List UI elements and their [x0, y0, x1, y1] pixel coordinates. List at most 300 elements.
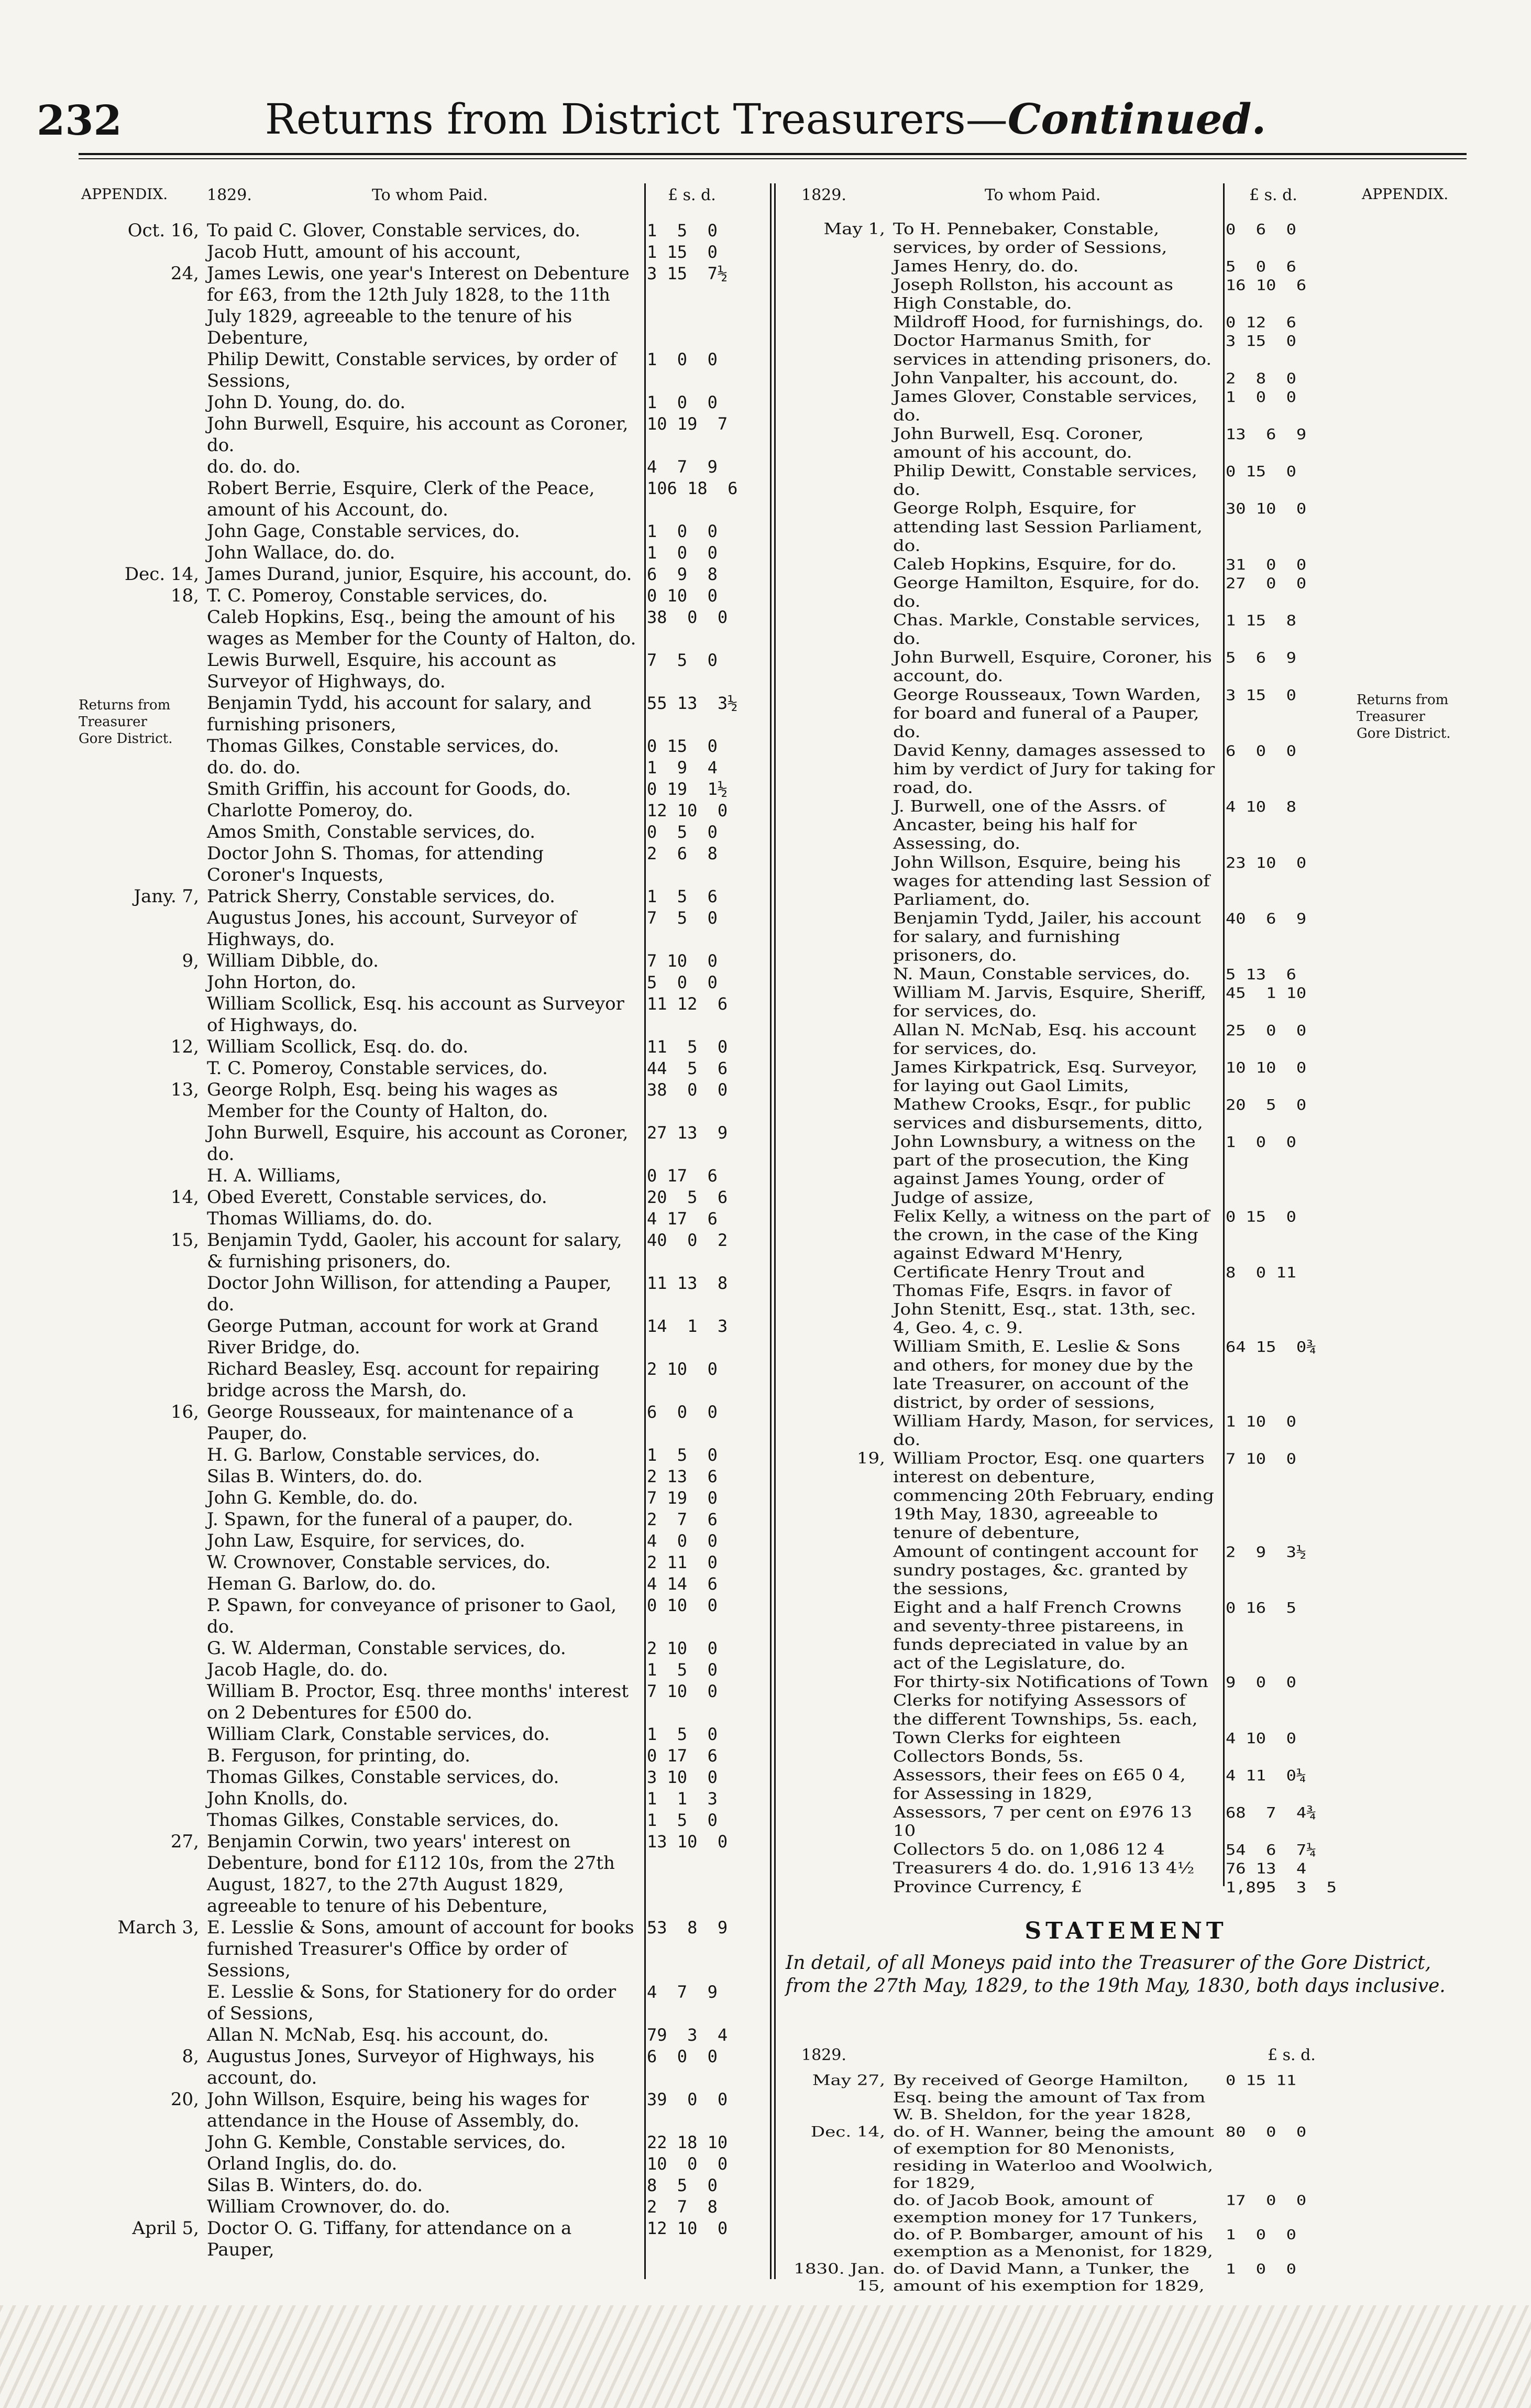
- left-towhom-head: To whom Paid.: [372, 186, 488, 204]
- entry-date: May 1,: [823, 220, 885, 238]
- entry-description: Town Clerks for eighteen Collectors Bonds, 5s.: [893, 1728, 1121, 1766]
- table-row: [94, 585, 767, 607]
- table-row: [780, 1878, 1346, 1897]
- table-row: [94, 1273, 767, 1316]
- entry-amount: 2 9 3½: [1226, 1543, 1307, 1561]
- entry-amount: 7 5 0: [647, 650, 718, 670]
- entry-description: Mathew Crooks, Esqr., for public services and disbursements, ditto,: [893, 1096, 1203, 1133]
- entry-date: 19,: [856, 1449, 885, 1468]
- statement-heading: STATEMENT: [1025, 1918, 1228, 1944]
- entry-amount: 55 13 3½: [647, 693, 738, 713]
- entry-description: William Scollick, Esq. his account as Surveyor of Highways, do.: [207, 993, 624, 1036]
- table-row: [94, 843, 767, 886]
- entry-amount: 6 9 8: [647, 564, 718, 584]
- entry-amount: 8 0 11: [1226, 1263, 1296, 1281]
- entry-description: Caleb Hopkins, Esquire, for do.: [893, 555, 1177, 574]
- entry-amount: 3 15 7½: [647, 264, 728, 283]
- entry-date: 18,: [170, 585, 199, 606]
- left-lsd-head: £ s. d.: [668, 186, 716, 204]
- table-row: [780, 1096, 1346, 1133]
- entry-description: E. Lesslie & Sons, amount of account for books furnished Treasurer's Office by order of Sessions,: [207, 1917, 634, 1981]
- table-row: [94, 1659, 767, 1681]
- entry-amount: 10 10 0: [1226, 1058, 1307, 1076]
- entry-date: Oct. 16,: [127, 220, 199, 241]
- entry-amount: 0 5 0: [647, 822, 718, 842]
- entry-description: John Horton, do.: [207, 972, 357, 993]
- appendix-label-right: APPENDIX.: [1362, 185, 1449, 203]
- entry-amount: 1 0 0: [1226, 388, 1296, 406]
- entry-amount: 1 1 3: [647, 1789, 718, 1809]
- entry-description: John Burwell, Esquire, his account as Coroner, do.: [207, 413, 629, 456]
- table-row: [94, 1681, 767, 1724]
- entry-description: Thomas Williams, do. do.: [207, 1208, 433, 1229]
- table-row: [94, 693, 767, 736]
- entry-amount: 9 0 0: [1226, 1673, 1296, 1691]
- table-row: [94, 1187, 767, 1208]
- entry-description: Patrick Sherry, Constable services, do.: [207, 886, 555, 907]
- table-row: [94, 392, 767, 413]
- entry-description: James Lewis, one year's Interest on Debenture for £63, from the 12th July 1828, to the 11th July 1829, agreeable to the tenure of his Debenture,: [207, 263, 630, 348]
- entry-amount: 0 12 6: [1226, 313, 1296, 331]
- entry-amount: 1 5 0: [647, 1724, 718, 1744]
- entry-amount: 4 10 0: [1226, 1729, 1296, 1747]
- entry-amount: 14 1 3: [647, 1316, 728, 1336]
- entry-amount: 1,895 3 5: [1226, 1878, 1337, 1896]
- table-row: [94, 822, 767, 843]
- entry-date: Jany. 7,: [134, 886, 199, 907]
- entry-description: Collectors 5 do. on 1,086 12 4: [893, 1841, 1165, 1859]
- entry-date: April 5,: [132, 2218, 199, 2239]
- right-year-head: 1829.: [801, 186, 846, 204]
- entry-description: Charlotte Pomeroy, do.: [207, 800, 413, 821]
- entry-description: Doctor John S. Thomas, for attending Coroner's Inquests,: [207, 843, 544, 885]
- entry-description: David Kenny, damages assessed to him by verdict of Jury for taking for road, do.: [893, 741, 1215, 797]
- entry-description: do. of H. Wanner, being the amount of exemption for 80 Menonists, residing in Waterloo and Woolwich, for 1829,: [893, 2124, 1214, 2192]
- entry-amount: 4 14 6: [647, 1574, 718, 1594]
- table-row: [94, 1122, 767, 1165]
- entry-date: Dec. 14,: [124, 564, 199, 585]
- top-rule: [79, 153, 1467, 155]
- entry-description: Smith Griffin, his account for Goods, do.: [207, 779, 571, 800]
- entry-description: B. Ferguson, for printing, do.: [207, 1745, 470, 1766]
- entry-description: William Dibble, do.: [207, 950, 379, 971]
- table-row: [94, 478, 767, 521]
- entry-amount: 5 0 0: [647, 972, 718, 992]
- table-row: [94, 1982, 767, 2024]
- entry-description: George Hamilton, Esquire, for do. do.: [893, 574, 1200, 611]
- entry-amount: 0 17 6: [647, 1166, 718, 1186]
- entry-description: James Kirkpatrick, Esq. Surveyor, for laying out Gaol Limits,: [893, 1058, 1198, 1096]
- entry-amount: 54 6 7¼: [1226, 1841, 1317, 1859]
- entry-date: 20,: [170, 2089, 199, 2110]
- entry-description: Amount of contingent account for sundry postages, &c. granted by the sessions,: [893, 1542, 1198, 1599]
- table-row: [780, 1599, 1346, 1673]
- entry-description: Joseph Rollston, his account as High Constable, do.: [893, 276, 1173, 313]
- table-row: [94, 736, 767, 757]
- table-row: [94, 972, 767, 993]
- entry-amount: 22 18 10: [647, 2132, 728, 2152]
- entry-amount: 4 0 0: [647, 1531, 718, 1551]
- entry-amount: 17 0 0: [1226, 2192, 1307, 2208]
- entry-amount: 1 0 0: [647, 521, 718, 541]
- entry-amount: 79 3 4: [647, 2025, 728, 2045]
- entry-description: Jacob Hutt, amount of his account,: [207, 242, 521, 262]
- divider-center-2: [774, 183, 776, 2279]
- entry-date: 27,: [170, 1831, 199, 1852]
- entry-description: William Proctor, Esq. one quarters interest on debenture, commencing 20th February, ending 19th May, 1830, agreeable to tenure of debenture,: [893, 1449, 1214, 1542]
- entry-date: 16,: [170, 1402, 199, 1422]
- entry-description: Allan N. McNab, Esq. his account, do.: [207, 2024, 549, 2045]
- table-row: [94, 2153, 767, 2175]
- table-row: [94, 950, 767, 972]
- entry-amount: 11 12 6: [647, 994, 728, 1014]
- entry-amount: 53 8 9: [647, 1918, 728, 1938]
- entry-description: Philip Dewitt, Constable services, do.: [893, 462, 1197, 499]
- entry-amount: 13 10 0: [647, 1832, 728, 1852]
- entry-description: Mildroff Hood, for furnishings, do.: [893, 313, 1204, 332]
- entry-date: 1830. Jan. 15,: [794, 2260, 885, 2295]
- entry-amount: 13 6 9: [1226, 425, 1307, 443]
- table-row: [94, 2024, 767, 2046]
- entry-amount: 1 15 0: [647, 242, 718, 262]
- page-title: [0, 94, 1531, 144]
- entry-amount: 27 0 0: [1226, 574, 1307, 592]
- entry-description: William Crownover, do. do.: [207, 2196, 450, 2217]
- table-row: [780, 1021, 1346, 1058]
- table-row: [780, 1450, 1346, 1543]
- table-row: [780, 797, 1346, 853]
- table-row: [780, 313, 1346, 332]
- table-row: [94, 1402, 767, 1444]
- table-row: [94, 1359, 767, 1402]
- table-row: [780, 555, 1346, 574]
- appendix-label-left: APPENDIX.: [81, 185, 168, 203]
- table-row: [780, 1263, 1346, 1338]
- entry-description: Benjamin Tydd, Jailer, his account for salary, and furnishing prisoners, do.: [893, 909, 1201, 965]
- table-row: [780, 2124, 1346, 2192]
- entry-amount: 4 11 0¼: [1226, 1766, 1307, 1784]
- entry-amount: 68 7 4¾: [1226, 1804, 1317, 1822]
- entry-description: Doctor O. G. Tiffany, for attendance on a Pauper,: [207, 2218, 572, 2260]
- entry-description: W. Crownover, Constable services, do.: [207, 1552, 551, 1573]
- table-row: [94, 1165, 767, 1187]
- table-row: [94, 1487, 767, 1509]
- entry-description: William Smith, E. Leslie & Sons and others, for money due by the late Treasurer, on account of the district, by order of sessions,: [893, 1338, 1194, 1412]
- entry-amount: 0 15 11: [1226, 2072, 1296, 2089]
- entry-amount: 64 15 0¾: [1226, 1338, 1317, 1356]
- entry-amount: 3 15 0: [1226, 686, 1296, 704]
- entry-description: Treasurers 4 do. do. 1,916 13 4½: [893, 1859, 1195, 1878]
- entry-description: To H. Pennebaker, Constable, services, by order of Sessions,: [893, 220, 1167, 257]
- entry-description: Allan N. McNab, Esq. his account for services, do.: [893, 1021, 1196, 1058]
- table-row: [94, 1810, 767, 1831]
- table-row: [780, 276, 1346, 313]
- entry-amount: 2 6 8: [647, 844, 718, 863]
- entry-description: George Putman, account for work at Grand River Bridge, do.: [207, 1316, 599, 1358]
- entry-amount: 2 10 0: [647, 1638, 718, 1658]
- entry-description: T. C. Pomeroy, Constable services, do.: [207, 585, 548, 606]
- entry-amount: 12 10 0: [647, 801, 728, 820]
- entry-description: Richard Beasley, Esq. account for repairing bridge across the Marsh, do.: [207, 1359, 600, 1401]
- entry-description: Lewis Burwell, Esquire, his account as Surveyor of Highways, do.: [207, 650, 557, 692]
- entry-description: E. Lesslie & Sons, for Stationery for do order of Sessions,: [207, 1982, 616, 2024]
- entry-amount: 0 16 5: [1226, 1599, 1296, 1616]
- entry-amount: 2 8 0: [1226, 369, 1296, 387]
- entry-description: George Rolph, Esq. being his wages as Member for the County of Halton, do.: [207, 1079, 558, 1122]
- table-row: [94, 1079, 767, 1122]
- entry-amount: 20 5 0: [1226, 1096, 1307, 1113]
- entry-description: William M. Jarvis, Esquire, Sheriff, for services, do.: [893, 983, 1206, 1021]
- entry-amount: 0 15 0: [647, 736, 718, 756]
- entry-description: Robert Berrie, Esquire, Clerk of the Peace, amount of his Account, do.: [207, 478, 595, 520]
- entry-amount: 2 13 6: [647, 1466, 718, 1486]
- entry-date: 8,: [182, 2046, 199, 2067]
- entry-amount: 5 13 6: [1226, 966, 1296, 983]
- entry-amount: 40 0 2: [647, 1230, 728, 1250]
- entry-amount: 0 19 1½: [647, 779, 728, 799]
- entry-amount: 1 10 0: [1226, 1413, 1296, 1430]
- entry-amount: 8 5 0: [647, 2175, 718, 2195]
- entry-description: John Gage, Constable services, do.: [207, 521, 520, 542]
- table-row: [780, 1338, 1346, 1412]
- entry-description: do. of P. Bombarger, amount of his exemption as a Menonist, for 1829,: [893, 2226, 1213, 2260]
- entry-description: Benjamin Tydd, his account for salary, and furnishing prisoners,: [207, 693, 592, 735]
- entry-amount: 1 5 6: [647, 886, 718, 906]
- entry-date: 9,: [182, 950, 199, 971]
- table-row: [780, 574, 1346, 611]
- entry-description: Silas B. Winters, do. do.: [207, 2175, 423, 2196]
- entry-description: William Scollick, Esq. do. do.: [207, 1036, 469, 1057]
- entry-description: H. G. Barlow, Constable services, do.: [207, 1444, 541, 1465]
- entry-description: Jacob Hagle, do. do.: [207, 1659, 388, 1680]
- entry-amount: 7 5 0: [647, 908, 718, 928]
- table-row: [780, 2261, 1346, 2295]
- entry-date: 24,: [170, 263, 199, 284]
- entry-description: By received of George Hamilton, Esq. being the amount of Tax from W. B. Sheldon, for the year 1828,: [893, 2072, 1206, 2124]
- table-row: [94, 1573, 767, 1595]
- entry-description: John Vanpalter, his account, do.: [893, 369, 1178, 388]
- entry-amount: 1 0 0: [1226, 1133, 1296, 1151]
- entry-amount: 5 6 9: [1226, 649, 1296, 666]
- entry-amount: 23 10 0: [1226, 853, 1307, 871]
- entry-amount: 1 0 0: [647, 543, 718, 563]
- entry-description: John Burwell, Esq. Coroner, amount of his account, do.: [893, 425, 1144, 462]
- entry-amount: 0 17 6: [647, 1746, 718, 1766]
- entry-amount: 7 19 0: [647, 1488, 718, 1508]
- table-row: [780, 1766, 1346, 1803]
- entry-description: Silas B. Winters, do. do.: [207, 1466, 423, 1487]
- entry-amount: 7 10 0: [1226, 1450, 1296, 1468]
- entry-amount: 1 5 0: [647, 1810, 718, 1830]
- table-row: [780, 853, 1346, 910]
- entry-description: Eight and a half French Crowns and seventy-three pistareens, in funds depreciated in value by an act of the Legislature, do.: [893, 1599, 1188, 1673]
- entry-amount: 3 10 0: [647, 1767, 718, 1787]
- entry-amount: 6 0 0: [647, 1402, 718, 1422]
- table-row: [94, 607, 767, 650]
- table-row: [94, 757, 767, 779]
- table-row: [780, 2226, 1346, 2260]
- entry-description: Benjamin Tydd, Gaoler, his account for salary, & furnishing prisoners, do.: [207, 1230, 622, 1272]
- entry-description: Province Currency, £: [893, 1878, 1082, 1897]
- entry-amount: 25 0 0: [1226, 1021, 1307, 1039]
- entry-description: Obed Everett, Constable services, do.: [207, 1187, 547, 1208]
- table-row: [94, 886, 767, 907]
- entry-description: Heman G. Barlow, do. do.: [207, 1573, 436, 1594]
- entry-amount: 2 10 0: [647, 1359, 718, 1379]
- table-row: [780, 1841, 1346, 1859]
- entry-description: John D. Young, do. do.: [207, 392, 406, 413]
- table-row: [94, 2089, 767, 2132]
- entry-description: George Rolph, Esquire, for attending last Session Parliament, do.: [893, 499, 1203, 555]
- table-row: [94, 542, 767, 564]
- entry-description: John Lownsbury, a witness on the part of the prosecution, the King against James Young, order of Judge of assize,: [893, 1133, 1196, 1207]
- entry-date: Dec. 14,: [810, 2124, 885, 2140]
- entry-description: G. W. Alderman, Constable services, do.: [207, 1638, 566, 1659]
- table-row: [780, 388, 1346, 425]
- entry-amount: 38 0 0: [647, 607, 728, 627]
- entry-amount: 6 0 0: [1226, 742, 1296, 760]
- entry-amount: 1 0 0: [647, 392, 718, 412]
- table-row: [94, 413, 767, 456]
- right-column: [780, 220, 1346, 1897]
- table-row: [94, 2218, 767, 2261]
- entry-description: T. C. Pomeroy, Constable services, do.: [207, 1058, 548, 1079]
- table-row: [94, 564, 767, 585]
- table-row: [780, 369, 1346, 388]
- entry-amount: 1 5 0: [647, 1445, 718, 1465]
- page-number: 232: [37, 97, 122, 145]
- entry-description: do. of Jacob Book, amount of exemption money for 17 Tunkers,: [893, 2192, 1198, 2226]
- entry-amount: 76 13 4: [1226, 1859, 1307, 1877]
- entry-description: Assessors, their fees on £65 0 4, for Assessing in 1829,: [893, 1766, 1186, 1803]
- table-row: [94, 993, 767, 1036]
- entry-amount: 11 5 0: [647, 1037, 728, 1057]
- right-lsd-head: £ s. d.: [1249, 186, 1297, 204]
- entry-description: John Burwell, Esquire, Coroner, his account, do.: [893, 648, 1212, 686]
- table-row: [94, 2175, 767, 2196]
- table-row: [94, 1444, 767, 1466]
- entry-description: John Burwell, Esquire, his account as Coroner, do.: [207, 1122, 629, 1165]
- entry-description: James Durand, junior, Esquire, his account, do.: [207, 564, 632, 585]
- side-note-right: Returns from Treasurer Gore District.: [1357, 692, 1451, 741]
- statement-year-head: 1829.: [801, 2046, 846, 2064]
- table-row: [94, 263, 767, 349]
- entry-description: J. Spawn, for the funeral of a pauper, do.: [207, 1509, 574, 1530]
- entry-description: Thomas Gilkes, Constable services, do.: [207, 1810, 559, 1831]
- entry-amount: 0 6 0: [1226, 220, 1296, 238]
- entry-amount: 4 10 8: [1226, 798, 1296, 816]
- entry-description: do. do. do.: [207, 757, 301, 778]
- entry-amount: 1 9 4: [647, 758, 718, 778]
- table-row: [94, 1466, 767, 1487]
- table-row: [94, 650, 767, 693]
- entry-amount: 2 7 8: [647, 2197, 718, 2217]
- left-column: [94, 220, 767, 2261]
- table-row: [94, 1230, 767, 1273]
- entry-amount: 10 0 0: [647, 2154, 728, 2174]
- entry-amount: 106 18 6: [647, 478, 738, 498]
- table-row: [94, 220, 767, 242]
- table-row: [780, 257, 1346, 276]
- table-row: [780, 984, 1346, 1021]
- entry-amount: 40 6 9: [1226, 910, 1307, 927]
- table-row: [94, 2196, 767, 2218]
- entry-description: John G. Kemble, Constable services, do.: [207, 2132, 566, 2153]
- entry-amount: 16 10 6: [1226, 276, 1307, 294]
- entry-description: do. do. do.: [207, 456, 301, 477]
- page-edge-texture: [0, 2305, 1531, 2408]
- entry-amount: 4 7 9: [647, 1982, 718, 2002]
- entry-amount: 4 7 9: [647, 457, 718, 477]
- statement-subtitle: In detail, of all Moneys paid into the Treasurer of the Gore District, from the 27th May, 1829, to the 19th May, 1830, both days inclusive.: [786, 1952, 1446, 1997]
- entry-description: Caleb Hopkins, Esq., being the amount of his wages as Member for the County of Halton, do.: [207, 607, 636, 649]
- table-row: [780, 499, 1346, 555]
- entry-amount: 0 15 0: [1226, 463, 1296, 480]
- entry-description: John Willson, Esquire, being his wages for attendance in the House of Assembly, do.: [207, 2089, 589, 2131]
- entry-description: John G. Kemble, do. do.: [207, 1487, 418, 1508]
- entry-amount: 7 10 0: [647, 1681, 718, 1701]
- entry-amount: 20 5 6: [647, 1187, 728, 1207]
- table-row: [780, 2072, 1346, 2124]
- entry-amount: 30 10 0: [1226, 500, 1307, 518]
- table-row: [94, 907, 767, 950]
- entry-amount: 1 0 0: [647, 349, 718, 369]
- entry-description: Assessors, 7 per cent on £976 13 10: [893, 1803, 1192, 1841]
- table-row: [94, 1788, 767, 1810]
- entry-amount: 27 13 9: [647, 1123, 728, 1143]
- entry-description: Augustus Jones, his account, Surveyor of Highways, do.: [207, 907, 577, 950]
- entry-date: 15,: [170, 1230, 199, 1251]
- entry-description: For thirty-six Notifications of Town Clerks for notifying Assessors of the different Townships, 5s. each,: [893, 1673, 1208, 1729]
- table-row: [94, 779, 767, 800]
- table-row: [94, 1316, 767, 1359]
- entry-amount: 11 13 8: [647, 1273, 728, 1293]
- entry-amount: 31 0 0: [1226, 555, 1307, 573]
- table-row: [94, 1036, 767, 1058]
- table-row: [780, 1058, 1346, 1096]
- table-row: [780, 649, 1346, 686]
- entry-amount: 6 0 0: [647, 2046, 718, 2066]
- entry-amount: 3 15 0: [1226, 332, 1296, 350]
- entry-description: John Wallace, do. do.: [207, 542, 395, 563]
- table-row: [94, 1745, 767, 1767]
- entry-amount: 2 7 6: [647, 1509, 718, 1529]
- entry-description: John Law, Esquire, for services, do.: [207, 1530, 525, 1551]
- table-row: [780, 462, 1346, 499]
- title-continued: Continued.: [1007, 94, 1266, 144]
- table-row: [780, 332, 1346, 369]
- entry-description: do. of David Mann, a Tunker, the amount of his exemption for 1829,: [893, 2260, 1205, 2295]
- entry-description: John Willson, Esquire, being his wages for attending last Session of Parliament, do.: [893, 853, 1210, 909]
- entry-amount: 39 0 0: [647, 2089, 728, 2109]
- entry-amount: 1 0 0: [1226, 2261, 1296, 2277]
- table-row: [780, 425, 1346, 462]
- table-row: [94, 1831, 767, 1917]
- entry-description: William Hardy, Mason, for services, do.: [893, 1412, 1215, 1449]
- entry-description: Felix Kelly, a witness on the part of the crown, in the case of the King against Edward M'Henry,: [893, 1207, 1210, 1263]
- entry-amount: 5 0 6: [1226, 257, 1296, 275]
- entry-amount: 45 1 10: [1226, 984, 1307, 1002]
- left-year-head: 1829.: [207, 186, 252, 204]
- table-row: [94, 521, 767, 542]
- entry-description: John Knolls, do.: [207, 1788, 348, 1809]
- table-row: [94, 1530, 767, 1552]
- table-row: [780, 1729, 1346, 1766]
- table-row: [94, 800, 767, 822]
- entry-description: Augustus Jones, Surveyor of Highways, his account, do.: [207, 2046, 594, 2088]
- table-row: [94, 1638, 767, 1659]
- entry-amount: 0 15 0: [1226, 1208, 1296, 1225]
